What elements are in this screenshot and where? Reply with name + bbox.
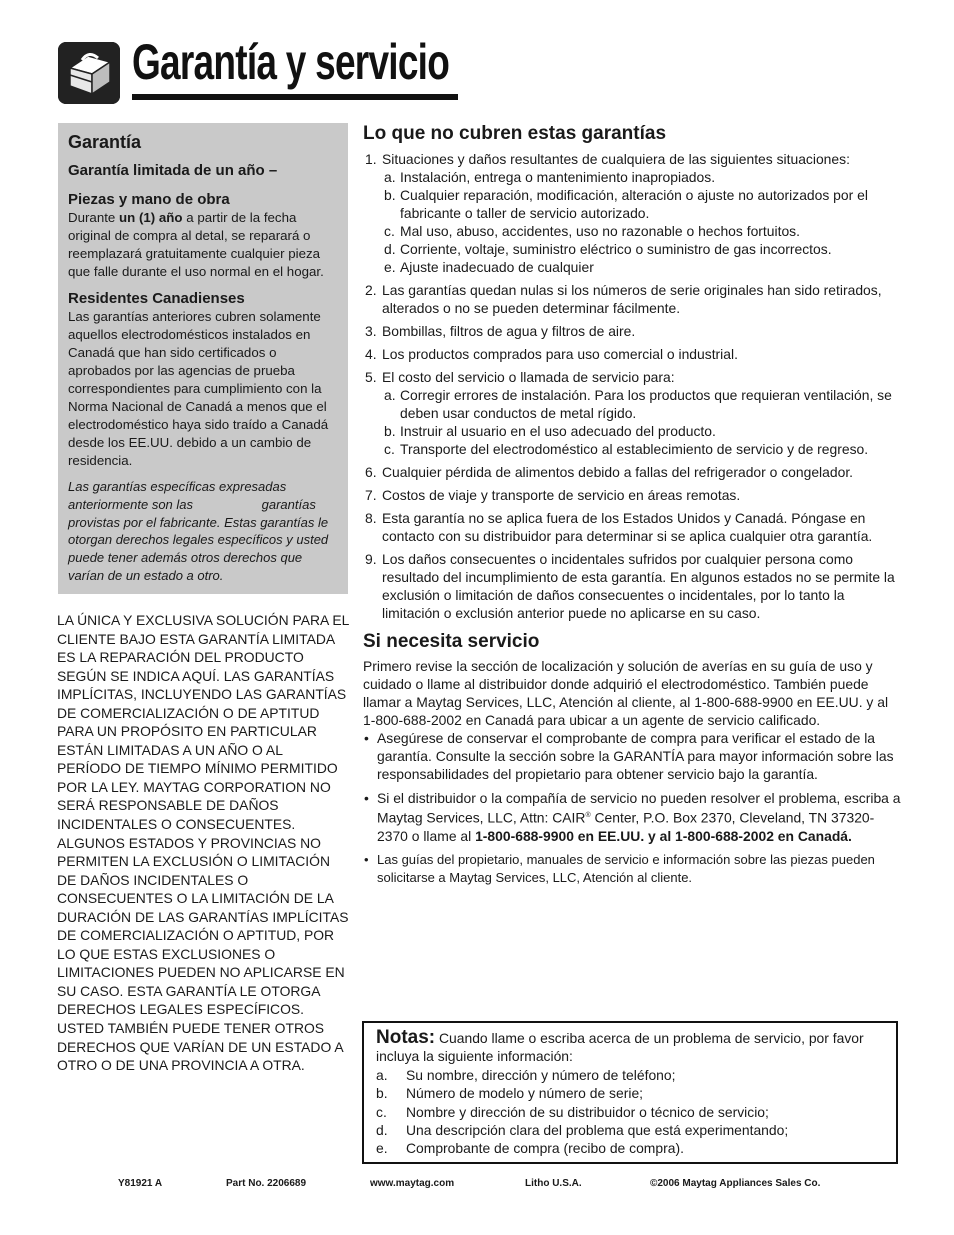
notes-heading: Notas: (376, 1027, 436, 1048)
not-covered-list (363, 150, 903, 622)
not-covered-subitem (363, 240, 903, 258)
not-covered-subitem (363, 386, 903, 422)
not-covered-item (363, 150, 903, 168)
item-text: Bombillas, filtros de agua y filtros de aire. (382, 323, 636, 339)
not-covered-subitem (363, 258, 903, 276)
item-number: 3. (365, 323, 377, 339)
item-text: Cualquier pérdida de alimentos debido a fallas del refrigerador o congelador. (382, 464, 854, 480)
warranty-heading: Garantía (68, 132, 142, 152)
not-covered-item (363, 322, 903, 340)
notes-item (376, 1121, 886, 1139)
page-title: Garantía y servicio (132, 34, 450, 90)
limited-warranty-subheading: Garantía limitada de un año – (68, 162, 278, 179)
notes-item (376, 1103, 886, 1121)
not-covered-item (363, 550, 903, 622)
warranty-body (68, 209, 340, 281)
bullet-dot: • (364, 730, 369, 746)
item-number: 9. (365, 551, 377, 567)
notes-item-letter: e. (376, 1140, 388, 1157)
subitem-letter: b. (384, 187, 396, 203)
warranty-box (58, 123, 348, 594)
notes-item-text: Su nombre, dirección y número de teléfono; (406, 1066, 676, 1083)
item-number: 2. (365, 282, 377, 298)
subitem-text: Cualquier reparación, modificación, alteración o ajuste no autorizados por el fabricante o taller de servicio autorizado. (400, 187, 868, 221)
not-covered-subitem (363, 422, 903, 440)
subitem-letter: b. (384, 423, 396, 439)
parts-labor-subheading: Piezas y mano de obra (68, 191, 230, 208)
canada-body: Las garantías anteriores cubren solamente aquellos electrodomésticos instalados en Canadá que han sido certificados o aprobados por las agencias de prueba correspondientes para cumplimiento con la Norma Nacional de Canadá a menos que el electrodoméstico haya sido traído a Canadá desde los EE.UU. debido a un cambio de residencia. (68, 309, 329, 468)
notes-item-text: Número de modelo y número de serie; (406, 1085, 644, 1102)
notes-item-letter: c. (376, 1103, 387, 1120)
service-heading: Si necesita servicio (363, 631, 540, 652)
service-bullet-receipt (363, 729, 903, 783)
subitem-text: Instalación, entrega o mantenimiento inapropiados. (400, 169, 716, 185)
item-number: 8. (365, 510, 377, 526)
not-covered-subitem (363, 168, 903, 186)
subitem-letter: e. (384, 259, 396, 275)
subitem-text: Corregir errores de instalación. Para los productos que requieran ventilación, se deben usar conductos de metal rígido. (400, 387, 892, 421)
item-number: 5. (365, 369, 377, 385)
subitem-letter: d. (384, 241, 396, 257)
not-covered-item (363, 368, 903, 386)
service-bullet-manuals (363, 851, 903, 887)
footer-copyright: ©2006 Maytag Appliances Sales Co. (650, 1178, 821, 1189)
service-bullet-write (363, 789, 903, 845)
not-covered-heading: Lo que no cubren estas garantías (363, 123, 667, 144)
exclusive-remedy-text: LA ÚNICA Y EXCLUSIVA SOLUCIÓN PARA EL CLIENTE BAJO ESTA GARANTÍA LIMITADA ES LA REPARACIÓN DEL PRODUCTO SEGÚN SE INDICA AQUÍ. LAS GARANTÍAS IMPLÍCITAS, INCLUYENDO LAS GARANTÍAS DE COMERCIALIZACIÓN O DE APTITUD PARA UN PROPÓSITO EN PARTICULAR ESTÁN LIMITADAS A UN AÑO O AL PERÍODO DE TIEMPO MÍNIMO PERMITIDO POR LA LEY. MAYTAG CORPORATION NO SERÁ RESPONSABLE DE DAÑOS INCIDENTALES O CONSECUENTES. ALGUNOS ESTADOS Y PROVINCIAS NO PERMITEN LA EXCLUSIÓN O LIMITACIÓN DE DAÑOS INCIDENTALES O CONSECUENTES O LA LIMITACIÓN DE LA DURACIÓN DE LAS GARANTÍAS IMPLÍCITAS DE COMERCIALIZACIÓN O APTITUD, POR LO QUE ESTAS EXCLUSIONES O LIMITACIONES PUEDEN NO APLICARSE EN SU CASO. ESTA GARANTÍA LE OTORGA DERECHOS LEGALES ESPECÍFICOS. USTED TAMBIÉN PUEDE TENER OTROS DERECHOS QUE VARÍAN DE UN ESTADO A OTRO O DE UNA PROVINCIA A OTRA. (57, 612, 349, 1074)
subitem-text: Ajuste inadecuado de cualquier (400, 259, 594, 275)
item-text: Esta garantía no se aplica fuera de los Estados Unidos y Canadá. Póngase en contacto con su distribuidor para determinar si se aplica cualquier otra garantía. (382, 510, 873, 544)
bullet-dot: • (364, 851, 369, 867)
subitem-letter: c. (384, 441, 395, 457)
notes-item (376, 1066, 886, 1084)
toolbox-icon (58, 42, 120, 104)
item-text: Costos de viaje y transporte de servicio en áreas remotas. (382, 487, 741, 503)
subitem-text: Corriente, voltaje, suministro eléctrico o suministro de gas incorrectos. (400, 241, 832, 257)
item-number: 6. (365, 464, 377, 480)
warranty-body-pre: Durante (68, 210, 119, 225)
subitem-text: Transporte del electrodoméstico al establecimiento de servicio y de regreso. (400, 441, 869, 457)
notes-item-text: Nombre y dirección de su distribuidor o técnico de servicio; (406, 1103, 769, 1120)
item-text: Los productos comprados para uso comercial o industrial. (382, 346, 738, 362)
warranty-body-bold: un (1) año (119, 210, 183, 225)
notes-intro-text: Cuando llame o escriba acerca de un problema de servicio, por favor incluya la siguiente información: (376, 1030, 864, 1065)
warranty-italic-note: Las garantías específicas expresadas anteriormente son las garantías provistas por el fabricante. Estas garantías le otorgan derechos legales específicos y usted puede tener además otros derechos que varían de un estado a otro. (68, 479, 332, 583)
subitem-letter: a. (384, 169, 396, 185)
service-bullet-write-pre: Si el distribuidor o la compañía de servicio no pueden resolver el problema, escriba a Maytag Services, LLC, Attn: CAIR (377, 790, 901, 826)
item-number: 1. (365, 151, 377, 167)
item-number: 4. (365, 346, 377, 362)
not-covered-subitem (363, 440, 903, 458)
title-rule (132, 94, 458, 100)
subitem-letter: c. (384, 223, 395, 239)
item-number: 7. (365, 487, 377, 503)
service-bullet-manuals-text: Las guías del propietario, manuales de servicio e información sobre las piezas pueden solicitarse a Maytag Services, LLC, Atención al cliente. (377, 851, 875, 885)
not-covered-item (363, 281, 903, 317)
notes-intro (376, 1029, 886, 1066)
notes-item-text: Comprobante de compra (recibo de compra). (406, 1140, 684, 1157)
not-covered-subitem (363, 222, 903, 240)
item-text: Las garantías quedan nulas si los números de serie originales han sido retirados, alterados o no se pueden determinar fácilmente. (382, 282, 882, 316)
notes-item (376, 1139, 886, 1157)
canada-heading: Residentes Canadienses (68, 290, 245, 307)
registered-mark: ® (585, 812, 591, 819)
subitem-letter: a. (384, 387, 396, 403)
not-covered-item (363, 463, 903, 481)
item-text: El costo del servicio o llamada de servicio para: (382, 369, 675, 385)
subitem-text: Instruir al usuario en el uso adecuado del producto. (400, 423, 716, 439)
footer-part-number: Part No. 2206689 (226, 1178, 307, 1189)
notes-list (376, 1066, 886, 1158)
bullet-dot: • (364, 790, 369, 806)
notes-item-letter: a. (376, 1066, 388, 1083)
item-text: Situaciones y daños resultantes de cualquiera de las siguientes situaciones: (382, 151, 850, 167)
notes-item-letter: d. (376, 1122, 388, 1139)
footer-litho: Litho U.S.A. (525, 1178, 582, 1189)
not-covered-item (363, 486, 903, 504)
service-intro: Primero revise la sección de localización y solución de averías en su guía de uso y cuidado o llame al distribuidor donde adquirió el electrodoméstico. También puede llamar a Maytag Services, LLC, Atención al cliente, al 1-800-688-9900 en EE.UU. y al 1-800-688-2002 en Canadá para ubicar a un agente de servicio calificado. (363, 658, 889, 728)
right-column (363, 122, 903, 887)
service-bullet-receipt-text: Asegúrese de conservar el comprobante de compra para verificar el estado de la garantía. Consulte la sección sobre la GARANTÍA para mayor información sobre las responsabilidades del propietario para obtener servicio bajo la garantía. (377, 730, 894, 782)
notes-item-text: Una descripción clara del problema que está experimentando; (406, 1122, 789, 1139)
service-phone-numbers: 1-800-688-9900 en EE.UU. y al 1-800-688-2002 en Canadá. (475, 827, 852, 844)
footer-website: www.maytag.com (370, 1178, 455, 1189)
not-covered-item (363, 345, 903, 363)
footer-code: Y81921 A (118, 1178, 163, 1189)
item-text: Los daños consecuentes o incidentales sufridos por cualquier persona como resultado del incumplimiento de esta garantía. En algunos estados no se permite la exclusión o limitación de daños consecuentes o incidentales, por lo tanto la limitación o exclusión anterior puede no aplicarse en su caso. (382, 551, 895, 621)
subitem-text: Mal uso, abuso, accidentes, uso no razonable o hechos fortuitos. (400, 223, 800, 239)
notes-item (376, 1084, 886, 1102)
not-covered-item (363, 509, 903, 545)
notes-item-letter: b. (376, 1085, 388, 1102)
not-covered-subitem (363, 186, 903, 222)
notes-box (362, 1021, 898, 1164)
warranty-body-post: a partir de la fecha original de compra al detal, se reparará o reemplazará gratuitamente cualquier pieza que falle durante el uso normal en el hogar. (68, 210, 324, 279)
service-bullet-write-mid: Center, P.O. Box 2370, Cleveland, TN 37320-2370 o llame al (377, 809, 875, 844)
